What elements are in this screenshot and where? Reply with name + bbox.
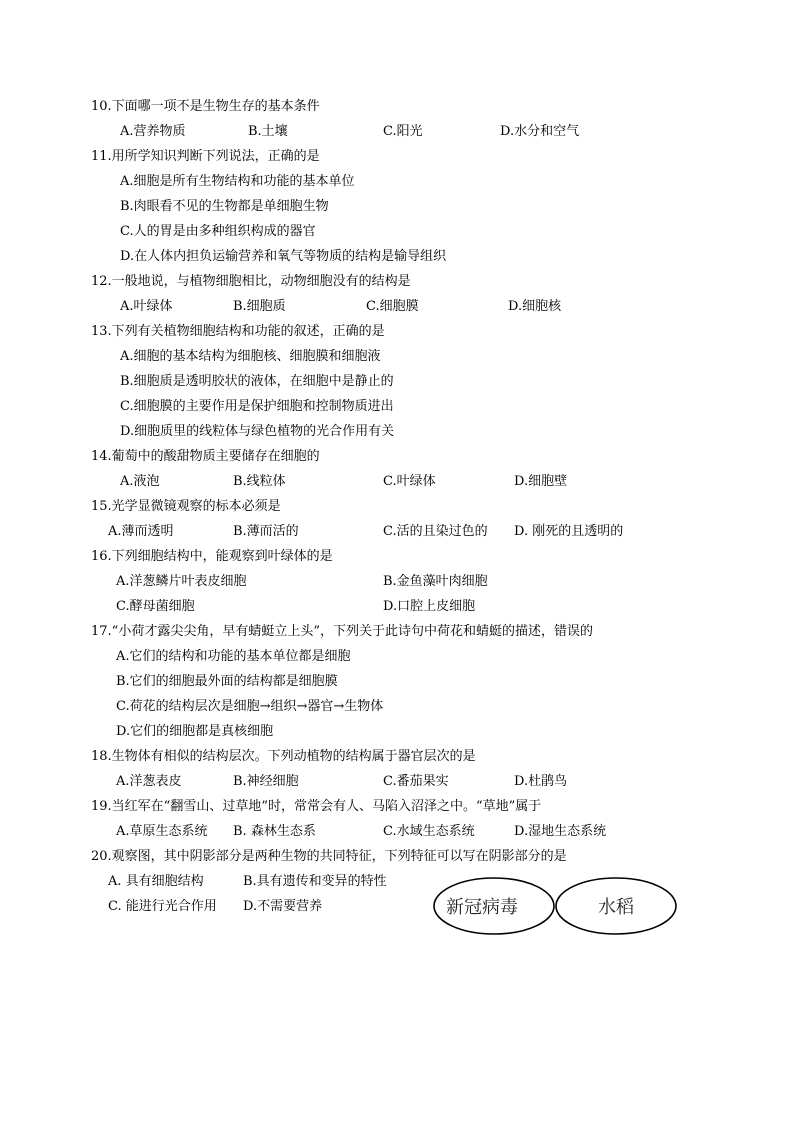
- option-c: C.酵母菌细胞: [116, 599, 195, 614]
- option-b: B.细胞质: [233, 299, 286, 314]
- question-stem: 19.当红军在“翻雪山、过草地”时，常常会有人、马陷入沼泽之中。“草地”属于: [91, 799, 542, 814]
- option-a: A.洋葱鳞片叶表皮细胞: [116, 574, 247, 589]
- venn-diagram: [432, 876, 678, 936]
- option-b: B.它们的细胞最外面的结构都是细胞膜: [116, 674, 338, 689]
- option-a: A.薄而透明: [108, 524, 174, 539]
- option-a: A.液泡: [120, 474, 160, 489]
- option-b: B.神经细胞: [233, 774, 299, 789]
- option-a: A. 具有细胞结构: [108, 874, 204, 889]
- venn-left-label: 新冠病毒: [446, 897, 518, 917]
- option-d: D.水分和空气: [500, 124, 580, 139]
- option-b: B.土壤: [248, 124, 288, 139]
- option-a: A.叶绿体: [120, 299, 173, 314]
- option-b: B.薄而活的: [233, 524, 299, 539]
- option-c: C.阳光: [383, 124, 423, 139]
- option-c: C.荷花的结构层次是细胞→组织→器官→生物体: [116, 699, 384, 714]
- option-a: A.营养物质: [120, 124, 186, 139]
- venn-right-label: 水稻: [598, 897, 634, 917]
- question-stem: 12.一般地说，与植物细胞相比，动物细胞没有的结构是: [91, 274, 411, 289]
- question-stem: 17.“小荷才露尖尖角，早有蜻蜓立上头”，下列关于此诗句中荷花和蜻蜓的描述，错误的: [91, 624, 593, 639]
- option-c: C. 能进行光合作用: [108, 899, 217, 914]
- question-stem: 14.葡萄中的酸甜物质主要储存在细胞的: [91, 449, 320, 464]
- option-d: D.口腔上皮细胞: [383, 599, 476, 614]
- option-b: B.肉眼看不见的生物都是单细胞生物: [120, 199, 329, 214]
- option-d: D.细胞壁: [514, 474, 568, 489]
- option-c: C.细胞膜: [366, 299, 419, 314]
- option-a: A.草原生态系统: [116, 824, 208, 839]
- question-stem: 10.下面哪一项不是生物生存的基本条件: [91, 99, 320, 114]
- option-b: B.线粒体: [233, 474, 286, 489]
- option-b: B.金鱼藻叶肉细胞: [383, 574, 488, 589]
- option-d: D.它们的细胞都是真核细胞: [116, 724, 274, 739]
- option-b: B.细胞质是透明胶状的液体，在细胞中是静止的: [120, 374, 394, 389]
- option-c: C.番茄果实: [383, 774, 449, 789]
- option-d: D. 刚死的且透明的: [514, 524, 624, 539]
- option-c: C.叶绿体: [383, 474, 436, 489]
- option-d: D.细胞核: [508, 299, 562, 314]
- question-stem: 18.生物体有相似的结构层次。下列动植物的结构属于器官层次的是: [91, 749, 476, 764]
- option-d: D.在人体内担负运输营养和氧气等物质的结构是输导组织: [120, 249, 447, 264]
- option-d: D.细胞质里的线粒体与绿色植物的光合作用有关: [120, 424, 395, 439]
- option-a: A.细胞的基本结构为细胞核、细胞膜和细胞液: [120, 349, 381, 364]
- question-stem: 11.用所学知识判断下列说法，正确的是: [91, 149, 320, 164]
- option-c: C.细胞膜的主要作用是保护细胞和控制物质进出: [120, 399, 394, 414]
- option-a: A.细胞是所有生物结构和功能的基本单位: [120, 174, 355, 189]
- option-b: B. 森林生态系: [233, 824, 316, 839]
- option-a: A.它们的结构和功能的基本单位都是细胞: [116, 649, 351, 664]
- option-d: D.不需要营养: [243, 899, 323, 914]
- option-c: C.人的胃是由多种组织构成的器官: [120, 224, 316, 239]
- option-a: A.洋葱表皮: [116, 774, 182, 789]
- option-d: D.湿地生态系统: [514, 824, 607, 839]
- option-d: D.杜鹃鸟: [514, 774, 568, 789]
- option-c: C.活的且染过色的: [383, 524, 488, 539]
- question-stem: 20.观察图，其中阴影部分是两种生物的共同特征，下列特征可以写在阴影部分的是: [91, 849, 567, 864]
- option-b: B.具有遗传和变异的特性: [243, 874, 387, 889]
- question-stem: 16.下列细胞结构中，能观察到叶绿体的是: [91, 549, 333, 564]
- question-stem: 15.光学显微镜观察的标本必须是: [91, 499, 281, 514]
- question-stem: 13.下列有关植物细胞结构和功能的叙述，正确的是: [91, 324, 385, 339]
- option-c: C.水域生态系统: [383, 824, 475, 839]
